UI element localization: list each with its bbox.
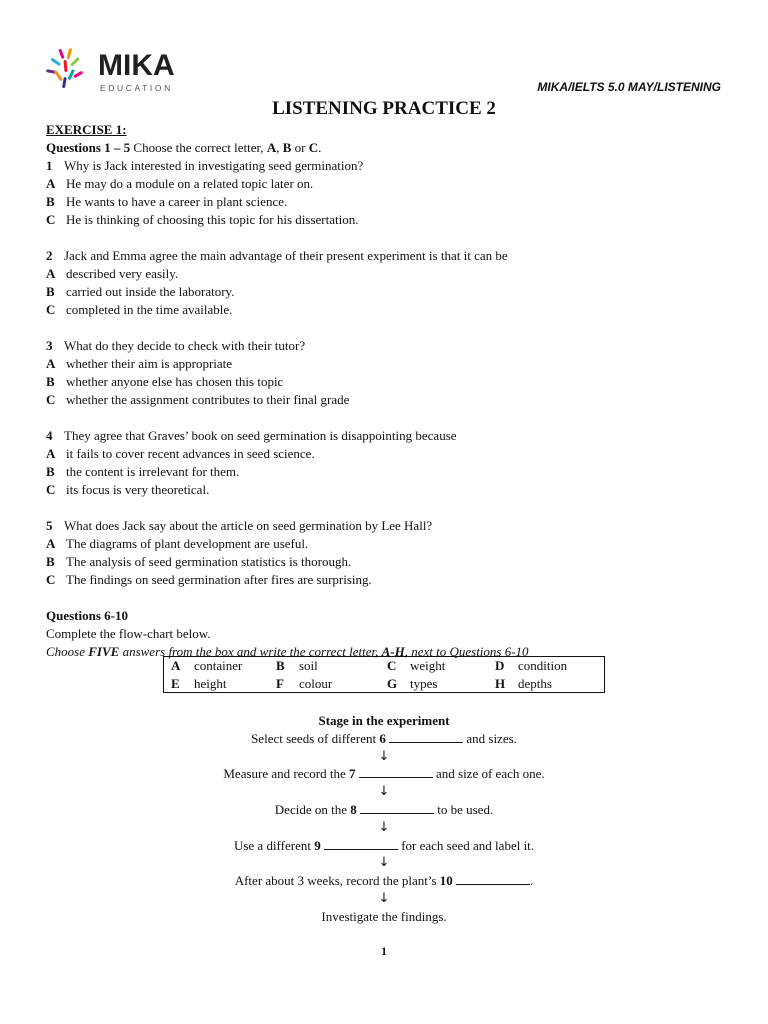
option-text: He may do a module on a related topic later on.	[66, 176, 314, 191]
answer-option[interactable]	[46, 175, 726, 193]
q1-5-instruction	[46, 139, 726, 157]
question-number: 7	[348, 766, 356, 782]
option-letter: B	[46, 464, 55, 479]
option-text: whether their aim is appropriate	[66, 356, 233, 371]
box-option-letter: H	[495, 676, 506, 691]
answer-option[interactable]	[46, 463, 726, 481]
box-option	[380, 675, 437, 693]
box-option-word: types	[410, 676, 438, 691]
spacer	[46, 229, 726, 247]
option-text: carried out inside the laboratory.	[66, 284, 235, 299]
question-number: 5	[46, 518, 53, 533]
option-letter: A	[46, 266, 56, 281]
question-stem	[46, 337, 726, 355]
question-stem	[46, 157, 726, 175]
option-text: whether anyone else has chosen this topic	[66, 374, 284, 389]
option-text: completed in the time available.	[66, 302, 233, 317]
flow-text: and sizes.	[463, 730, 517, 746]
exercise-title: EXERCISE 1:	[46, 122, 127, 137]
instruction-comma: ,	[276, 140, 283, 155]
answer-option[interactable]	[46, 445, 726, 463]
option-text: whether the assignment contributes to their final grade	[66, 392, 350, 407]
answer-option[interactable]	[46, 553, 726, 571]
flow-heading: Stage in the experiment	[318, 713, 450, 728]
box-option-word: depths	[518, 676, 552, 691]
box-option-word: condition	[518, 658, 568, 673]
flow-text: Decide on the	[274, 801, 351, 817]
answer-options-box	[163, 656, 605, 693]
answer-blank-9[interactable]	[324, 838, 398, 850]
question-list	[46, 157, 726, 607]
answer-blank-8[interactable]	[360, 802, 434, 814]
flow-text: to be used.	[433, 801, 494, 817]
box-option-word: container	[194, 658, 243, 673]
box-option	[269, 675, 332, 693]
flow-step-10	[0, 872, 768, 890]
question-number: 8	[350, 801, 357, 817]
instr2-five: FIVE	[88, 644, 120, 659]
option-letter: C	[46, 302, 56, 317]
box-option-word: soil	[299, 658, 318, 673]
box-option-word: colour	[299, 676, 333, 691]
answer-option[interactable]	[46, 373, 726, 391]
question-text: Why is Jack interested in investigating seed germination?	[64, 158, 364, 173]
flow-text: After about 3 weeks, record the plant’s	[234, 873, 440, 889]
option-text: it fails to cover recent advances in seed science.	[66, 446, 315, 461]
question-text: What do they decide to check with their tutor?	[64, 338, 306, 353]
instr2-part-a: Choose	[46, 644, 89, 659]
answer-option[interactable]	[46, 571, 726, 589]
option-letter: C	[46, 572, 56, 587]
flow-step-6	[0, 730, 768, 748]
q1-5-label: Questions 1 – 5	[46, 140, 131, 155]
answer-option[interactable]	[46, 535, 726, 553]
exercise-heading	[46, 121, 726, 139]
question-number: 6	[379, 730, 386, 746]
exercise-content	[46, 121, 726, 661]
question-text: What does Jack say about the article on seed germination by Lee Hall?	[64, 518, 433, 533]
box-option-letter: G	[387, 676, 398, 691]
question-stem	[46, 517, 726, 535]
question-stem	[46, 427, 726, 445]
flow-text: Use a different	[233, 837, 315, 853]
answer-option[interactable]	[46, 193, 726, 211]
question-stem	[46, 247, 726, 265]
option-text: described very easily.	[66, 266, 179, 281]
option-text: The diagrams of plant development are useful.	[66, 536, 309, 551]
page-number: 1	[381, 944, 387, 958]
option-letter: B	[46, 284, 55, 299]
spacer	[46, 499, 726, 517]
option-text: the content is irrelevant for them.	[66, 464, 240, 479]
question-text: They agree that Graves’ book on seed germination is disappointing because	[64, 428, 457, 443]
box-option-letter: F	[276, 676, 284, 691]
box-option-word: height	[194, 676, 227, 691]
answer-option[interactable]	[46, 355, 726, 373]
spacer	[46, 409, 726, 427]
down-arrow-icon: ↓	[378, 890, 390, 906]
option-letter: B	[46, 194, 55, 209]
instr2-a-h: A-H	[381, 644, 405, 659]
flow-step-9	[0, 837, 768, 855]
question-number: 4	[46, 428, 53, 443]
page-title: LISTENING PRACTICE 2	[272, 98, 496, 119]
option-letter: A	[46, 536, 56, 551]
mika-logo	[46, 47, 186, 93]
answer-option[interactable]	[46, 391, 726, 409]
flow-chart	[0, 712, 768, 926]
option-letter: B	[46, 554, 55, 569]
instruction-or: or	[291, 140, 309, 155]
option-text: The analysis of seed germination statistics is thorough.	[66, 554, 352, 569]
box-option-letter: C	[387, 658, 397, 673]
question-number: 3	[46, 338, 53, 353]
mika-logo-mark-icon	[46, 47, 96, 93]
box-option	[380, 657, 445, 675]
down-arrow-icon: ↓	[378, 748, 390, 764]
option-letter: A	[46, 356, 56, 371]
option-letter: C	[46, 392, 56, 407]
answer-blank-10[interactable]	[456, 873, 530, 885]
option-letter: C	[46, 212, 56, 227]
answer-option[interactable]	[46, 211, 726, 229]
instruction-letter-a: A	[266, 140, 277, 155]
box-option	[164, 657, 242, 675]
answer-option[interactable]	[46, 265, 726, 283]
option-letter: A	[46, 446, 56, 461]
box-row	[164, 675, 604, 693]
q6-10-label: Questions 6-10	[46, 608, 128, 623]
box-option-letter: D	[495, 658, 505, 673]
box-option	[488, 675, 552, 693]
logo-name: MIKA	[98, 49, 175, 82]
flow-step-7	[0, 765, 768, 783]
box-option-letter: A	[171, 658, 181, 673]
option-text: He is thinking of choosing this topic for his dissertation.	[66, 212, 359, 227]
logo-subtitle: EDUCATION	[100, 83, 173, 93]
instr2-part-b: answers from the box and write the correct letter,	[119, 644, 382, 659]
instruction-dot: .	[318, 140, 322, 155]
answer-option[interactable]	[46, 283, 726, 301]
instruction-letter-b: B	[282, 140, 292, 155]
flow-text: and size of each one.	[432, 766, 545, 782]
option-letter: A	[46, 176, 56, 191]
flow-step-final: Investigate the findings.	[321, 908, 447, 924]
option-letter: C	[46, 482, 56, 497]
flow-text: Select seeds of different	[251, 730, 380, 746]
question-number: 10	[439, 873, 453, 889]
box-option-word: weight	[410, 658, 446, 673]
flow-text: for each seed and label it.	[397, 837, 535, 853]
answer-blank-7[interactable]	[359, 766, 433, 778]
question-text: Jack and Emma agree the main advantage of their present experiment is that it can be	[64, 248, 508, 263]
box-option-letter: E	[171, 676, 180, 691]
answer-option[interactable]	[46, 301, 726, 319]
spacer	[46, 319, 726, 337]
option-text: The findings on seed germination after fires are surprising.	[66, 572, 372, 587]
flow-step-8	[0, 801, 768, 819]
down-arrow-icon: ↓	[378, 819, 390, 835]
box-row	[164, 657, 604, 675]
answer-option[interactable]	[46, 481, 726, 499]
answer-blank-6[interactable]	[389, 731, 463, 743]
down-arrow-icon: ↓	[378, 855, 390, 871]
box-option	[269, 657, 318, 675]
instr2-part-c: , next to Questions 6-10	[404, 644, 529, 659]
flow-text: .	[530, 873, 534, 889]
q6-10-instruction-1: Complete the flow-chart below.	[46, 626, 211, 641]
option-letter: B	[46, 374, 55, 389]
instruction-letter-c: C	[308, 140, 319, 155]
box-option	[488, 657, 567, 675]
question-number: 9	[314, 837, 321, 853]
option-text: He wants to have a career in plant science.	[66, 194, 288, 209]
spacer	[46, 589, 726, 607]
down-arrow-icon: ↓	[378, 784, 390, 800]
box-option	[164, 675, 227, 693]
option-text: its focus is very theoretical.	[66, 482, 210, 497]
box-option-letter: B	[276, 658, 285, 673]
instruction-text: Choose the correct letter,	[130, 140, 267, 155]
question-number: 1	[46, 158, 53, 173]
flow-text: Measure and record the	[223, 766, 349, 782]
question-number: 2	[46, 248, 53, 263]
document-reference: MIKA/IELTS 5.0 MAY/LISTENING	[537, 80, 721, 94]
